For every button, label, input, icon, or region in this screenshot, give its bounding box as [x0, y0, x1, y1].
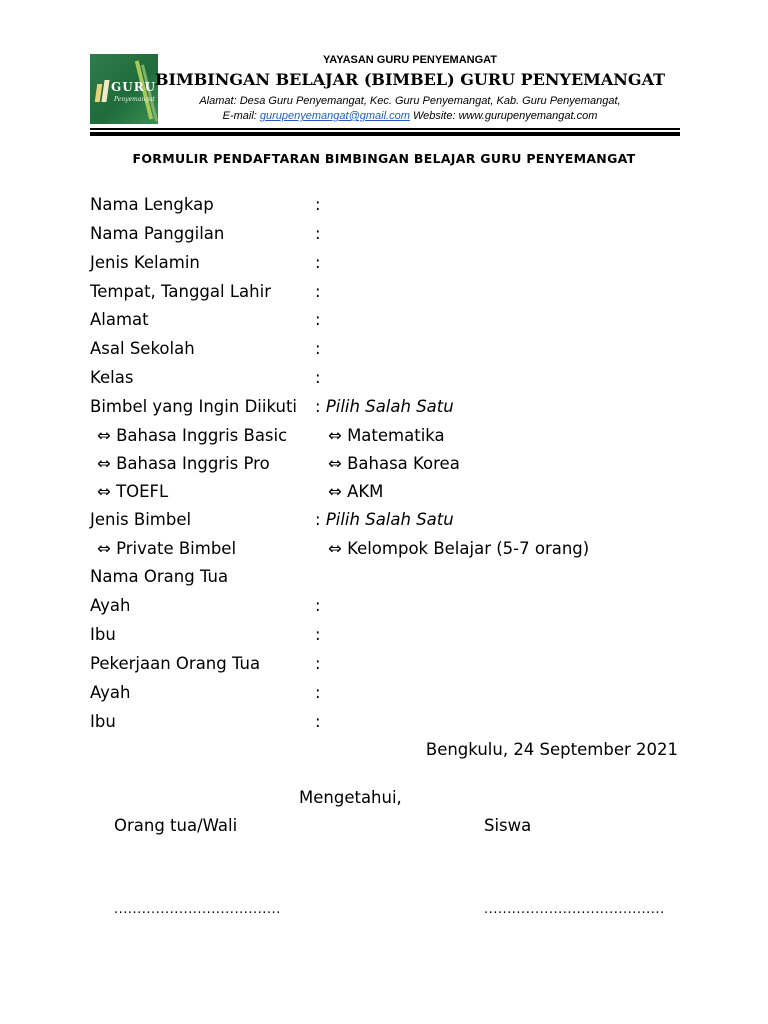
option-row: [0, 454, 768, 482]
form-row: [0, 596, 768, 624]
parent-signature-label: Orang tua/Wali: [114, 816, 238, 835]
field-colon: :: [315, 253, 321, 272]
option-row: [0, 426, 768, 454]
father-job-label: Ayah: [90, 683, 131, 702]
form-row: [0, 310, 768, 338]
email-link[interactable]: gurupenyemangat@gmail.com: [259, 110, 410, 122]
field-label: Kelas: [90, 368, 134, 387]
option-row: [0, 482, 768, 510]
mother-label: Ibu: [90, 625, 116, 644]
option-private-bimbel[interactable]: ⇔ Private Bimbel: [97, 539, 237, 558]
field-colon: :: [315, 683, 321, 702]
parent-signature-line: ....................................: [114, 902, 281, 917]
form-row: [0, 195, 768, 223]
form-title: FORMULIR PENDAFTARAN BIMBINGAN BELAJAR GURU PENYEMANGAT: [132, 151, 636, 166]
field-colon: :: [315, 368, 321, 387]
field-label: Tempat, Tanggal Lahir: [90, 282, 271, 301]
option-row: [0, 539, 768, 567]
form-row: [0, 368, 768, 396]
field-label: Asal Sekolah: [90, 339, 195, 358]
field-colon: :: [315, 596, 321, 615]
option-bahasa-inggris-pro[interactable]: ⇔ Bahasa Inggris Pro: [97, 454, 270, 473]
parents-label: Nama Orang Tua: [90, 567, 229, 586]
field-label: Alamat: [90, 310, 149, 329]
option-matematika[interactable]: ⇔ Matematika: [328, 426, 445, 445]
field-colon: :: [315, 397, 321, 416]
option-toefl[interactable]: ⇔ TOEFL: [97, 482, 169, 501]
form-row: [0, 683, 768, 711]
student-signature-line: .......................................: [484, 902, 665, 917]
field-colon: :: [315, 712, 321, 731]
field-colon: :: [315, 654, 321, 673]
mother-job-label: Ibu: [90, 712, 116, 731]
field-colon: :: [315, 510, 321, 529]
choose-one-text: Pilih Salah Satu: [325, 510, 454, 529]
option-bahasa-inggris-basic[interactable]: ⇔ Bahasa Inggris Basic: [97, 426, 288, 445]
form-row: [0, 253, 768, 281]
bimbel-label: Bimbel yang Ingin Diikuti: [90, 397, 297, 416]
form-row: [0, 625, 768, 653]
choose-one-text: Pilih Salah Satu: [325, 397, 454, 416]
field-colon: :: [315, 310, 321, 329]
jenis-label: Jenis Bimbel: [90, 510, 192, 529]
field-colon: :: [315, 282, 321, 301]
form-row: [0, 654, 768, 682]
option-bahasa-korea[interactable]: ⇔ Bahasa Korea: [328, 454, 460, 473]
form-row: [0, 224, 768, 252]
student-signature-label: Siswa: [484, 816, 532, 835]
logo-subtext: Penyemangat: [114, 96, 156, 103]
institution-title: BIMBINGAN BELAJAR (BIMBEL) GURU PENYEMANGAT: [154, 70, 666, 89]
bimbel-choice-hint: [315, 397, 454, 416]
form-row-bimbel: [0, 397, 768, 425]
address-line: Alamat: Desa Guru Penyemangat, Kec. Guru Penyemangat, Kab. Guru Penyemangat,: [199, 95, 621, 107]
field-label: Nama Panggilan: [90, 224, 225, 243]
job-label: Pekerjaan Orang Tua: [90, 654, 261, 673]
place-date: Bengkulu, 24 September 2021: [425, 740, 678, 759]
field-label: Nama Lengkap: [90, 195, 214, 214]
father-label: Ayah: [90, 596, 131, 615]
website-text: Website: www.gurupenyemangat.com: [412, 110, 598, 122]
option-akm[interactable]: ⇔ AKM: [328, 482, 384, 501]
field-colon: :: [315, 339, 321, 358]
foundation-name: YAYASAN GURU PENYEMANGAT: [322, 54, 497, 66]
header-divider-thick: [90, 132, 680, 136]
form-row: [0, 567, 768, 595]
field-colon: :: [315, 625, 321, 644]
form-row: [0, 712, 768, 740]
field-colon: :: [315, 224, 321, 243]
acknowledged-text: Mengetahui,: [299, 788, 402, 807]
option-kelompok-belajar[interactable]: ⇔ Kelompok Belajar (5-7 orang): [328, 539, 590, 558]
jenis-choice-hint: [315, 510, 454, 529]
header-divider: [90, 128, 680, 130]
field-label: Jenis Kelamin: [90, 253, 200, 272]
field-colon: :: [315, 195, 321, 214]
form-row: [0, 339, 768, 367]
logo-text: GURU: [111, 80, 157, 94]
form-row-jenis: [0, 510, 768, 538]
contact-line: [0, 110, 768, 122]
email-label: E-mail:: [222, 110, 257, 122]
form-row: [0, 282, 768, 310]
